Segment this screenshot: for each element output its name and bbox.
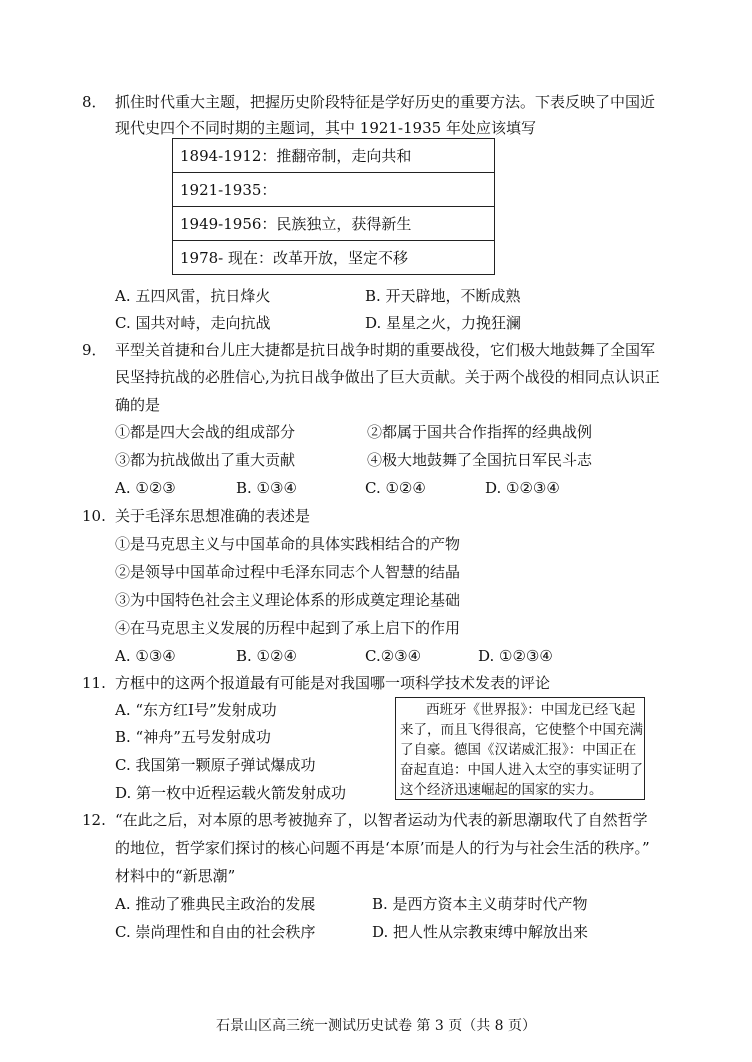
statement: ③都为抗战做出了重大贡献 (115, 451, 296, 469)
table-cell: 1978- 现在：改革开放，坚定不移 (173, 241, 495, 275)
theme-table (172, 138, 495, 275)
option-b: B. ①③④ (236, 479, 297, 497)
question-stem: 方框中的这两个报道最有可能是对我国哪一项科学技术发表的评论 (115, 674, 551, 692)
news-line: 西班牙《世界报》：中国龙已经飞起 (426, 702, 636, 718)
option-b: B. 开天辟地，不断成熟 (365, 287, 521, 305)
question-number: 11. (82, 674, 106, 692)
question-stem: 民坚持抗战的必胜信心,为抗日战争做出了巨大贡献。关于两个战役的相同点认识正 (115, 368, 660, 386)
statement: ①都是四大会战的组成部分 (115, 423, 296, 441)
page-footer: 石景山区高三统一测试历史试卷 第 3 页（共 8 页） (215, 1018, 537, 1034)
statement: ①是马克思主义与中国革命的具体实践相结合的产物 (115, 535, 461, 553)
option-c: C. 国共对峙，走向抗战 (115, 314, 271, 332)
option-b: B. 是西方资本主义萌芽时代产物 (372, 895, 588, 913)
question-stem: 现代史四个不同时期的主题词，其中 1921-1935 年处应该填写 (115, 119, 536, 137)
question-stem: 抓住时代重大主题，把握历史阶段特征是学好历史的重要方法。下表反映了中国近 (115, 93, 656, 111)
option-d: D. 把人性从宗教束缚中解放出来 (372, 923, 589, 941)
option-a: A. ①②③ (115, 479, 176, 497)
table-row (173, 241, 495, 275)
statement: ④在马克思主义发展的历程中起到了承上启下的作用 (115, 619, 461, 637)
question-stem: “在此之后，对本原的思考被抛弃了，以智者运动为代表的新思潮取代了自然哲学 (115, 811, 648, 829)
option-d: D. ①②③④ (485, 479, 560, 497)
option-b: B. “神舟”五号发射成功 (115, 728, 271, 746)
table-row (173, 207, 495, 241)
option-c: C.②③④ (365, 647, 422, 665)
table-row (173, 173, 495, 207)
question-stem: 材料中的“新思潮” (115, 867, 236, 885)
question-stem: 确的是 (115, 396, 161, 414)
statement: ②是领导中国革命过程中毛泽东同志个人智慧的结晶 (115, 563, 461, 581)
option-c: C. ①②④ (365, 479, 426, 497)
table-cell: 1921-1935： (173, 173, 495, 207)
table-cell: 1949-1956：民族独立，获得新生 (173, 207, 495, 241)
option-c: C. 崇尚理性和自由的社会秩序 (115, 923, 316, 941)
news-line: 了自豪。德国《汉诺威汇报》：中国正在 (400, 742, 637, 758)
option-d: D. 第一枚中近程运载火箭发射成功 (115, 784, 347, 802)
news-line: 这个经济迅速崛起的国家的实力。 (400, 782, 603, 798)
news-quote-box (395, 697, 645, 800)
table-cell: 1894-1912：推翻帝制，走向共和 (173, 139, 495, 173)
option-c: C. 我国第一颗原子弹试爆成功 (115, 756, 316, 774)
question-stem: 的地位，哲学家们探讨的核心问题不再是‘本原’而是人的行为与社会生活的秩序。” (115, 839, 650, 857)
news-line: 来了，而且飞得很高，它使整个中国充满 (400, 722, 643, 738)
statement: ③为中国特色社会主义理论体系的形成奠定理论基础 (115, 591, 461, 609)
statement: ②都属于国共合作指挥的经典战例 (367, 423, 593, 441)
statement: ④极大地鼓舞了全国抗日军民斗志 (367, 451, 593, 469)
question-number: 10. (82, 507, 106, 525)
news-line: 奋起直追：中国人进入太空的事实证明了 (400, 762, 643, 778)
table-row (173, 139, 495, 173)
option-a: A. 推动了雅典民主政治的发展 (115, 895, 316, 913)
question-number: 8． (82, 93, 107, 111)
option-a: A. 五四风雷，抗日烽火 (115, 287, 271, 305)
question-stem: 平型关首捷和台儿庄大捷都是抗日战争时期的重要战役，它们极大地鼓舞了全国军 (115, 341, 656, 359)
option-a: A. ①③④ (115, 647, 176, 665)
question-number: 12. (82, 811, 106, 829)
option-a: A. “东方红Ⅰ号”发射成功 (115, 701, 277, 719)
option-b: B. ①②④ (236, 647, 297, 665)
question-number: 9． (82, 341, 107, 359)
option-d: D. 星星之火，力挽狂澜 (365, 314, 522, 332)
option-d: D. ①②③④ (478, 647, 553, 665)
question-stem: 关于毛泽东思想准确的表述是 (115, 507, 311, 525)
